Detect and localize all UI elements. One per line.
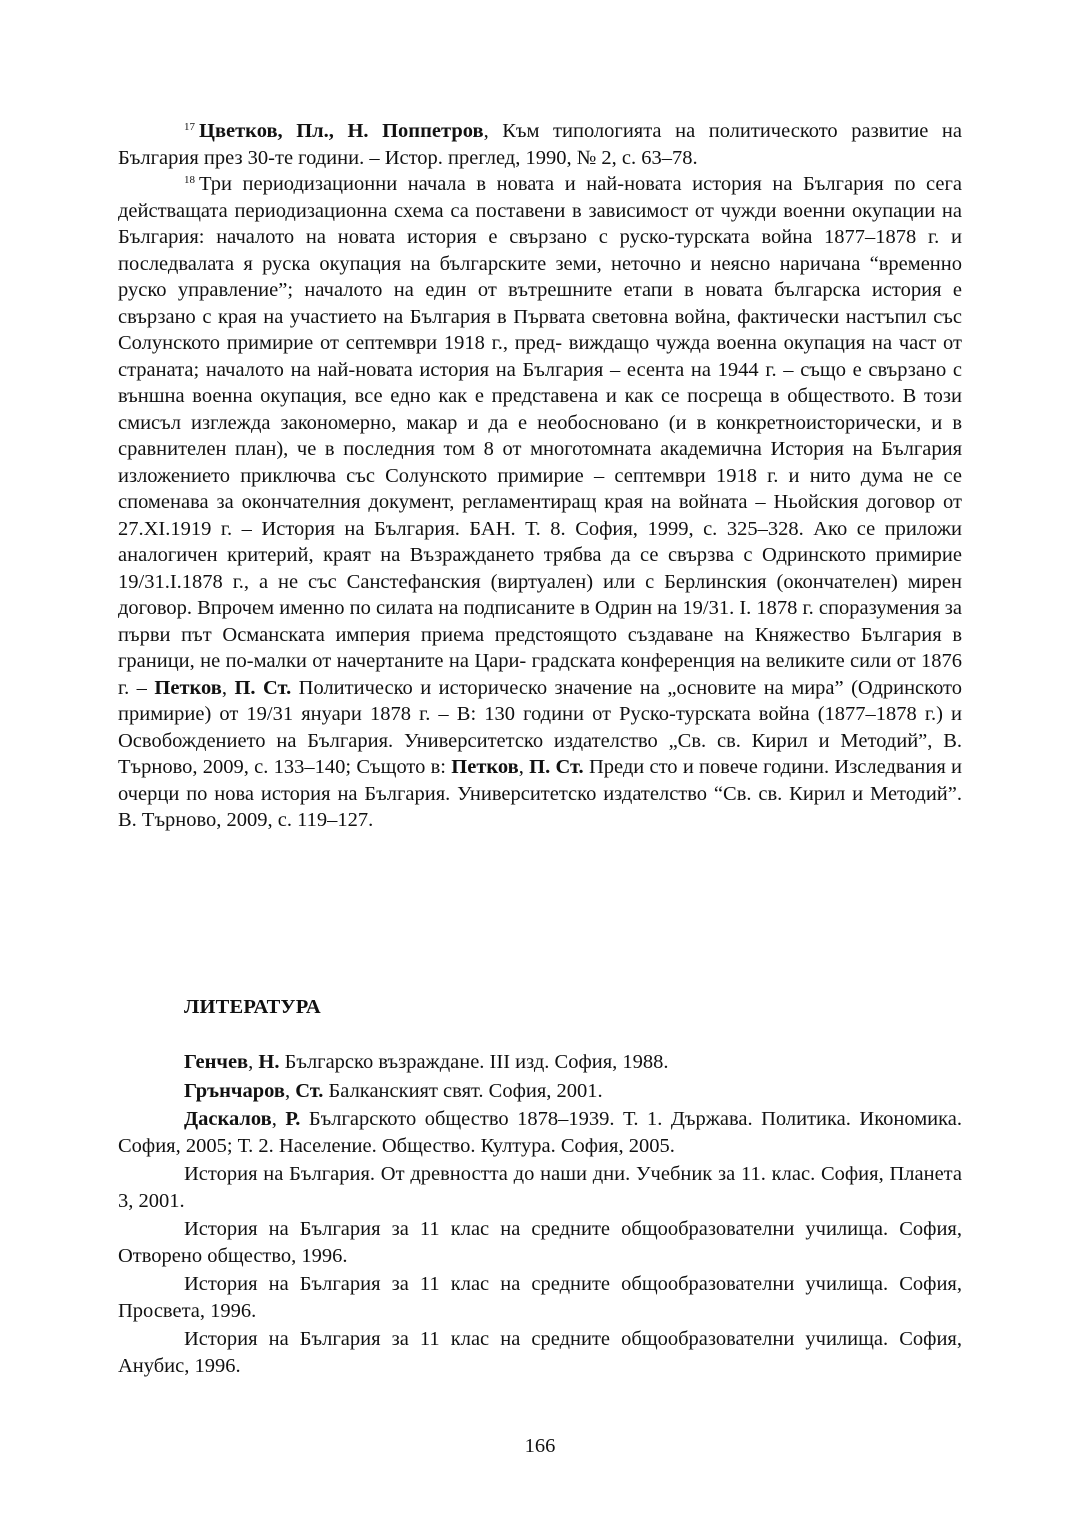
cited-initials: П. Ст. (529, 756, 584, 778)
footnote-text: , Към типологията на политическото развитие на България през 30-те години. – Истор. преглед, 1990, № 2, с. 63–78. (118, 120, 962, 169)
lit-author: Грънчаров (184, 1079, 285, 1102)
page-number: 166 (524, 1435, 556, 1457)
lit-author: Генчев (184, 1051, 249, 1073)
literature-item: История на България за 11 клас на средните общообразователни училища. София, Анубис, 1996. (118, 1328, 962, 1377)
lit-text: Българското общество 1878–1939. Т. 1. Държава. Политика. Икономика. София, 2005; Т. 2. Население. Общество. Култура. София, 2005. (118, 1108, 963, 1157)
lit-text: Балканският свят. София, 2001. (323, 1079, 603, 1102)
cited-initials: П. Ст. (234, 676, 292, 699)
footnote-17 (118, 118, 962, 171)
footnote-number: 18 (184, 174, 195, 186)
separator: , (271, 1108, 286, 1130)
literature-list (118, 1049, 962, 1381)
lit-text: Българско възраждане. III изд. София, 1988. (279, 1051, 669, 1073)
separator: , (284, 1079, 296, 1102)
lit-initials: Р. (285, 1108, 301, 1130)
literature-item: История на България за 11 клас на средните общообразователни училища. София, Отворено общество, 1996. (118, 1218, 962, 1267)
lit-author: Даскалов (184, 1108, 272, 1130)
separator: , (518, 756, 530, 778)
literature-item (118, 1049, 962, 1076)
footnotes-section (118, 118, 962, 834)
separator: , (248, 1051, 259, 1073)
cited-author: Петков (154, 676, 222, 699)
literature-heading: ЛИТЕРАТУРА (184, 996, 321, 1018)
separator: , (221, 676, 235, 699)
lit-initials: Ст. (295, 1079, 324, 1102)
cited-author: Петков (451, 756, 519, 778)
footnote-text: Преди сто и повече години. Изследвания и очерци по нова история на България. Университетско издателство “Св. св. Кирил и Методий”. В. Търново, 2009, с. 119–127. (118, 756, 963, 831)
footnote-text: Три периодизационни начала в новата и най-новата история на България по сега действащата периодизационна схема са поставени в зависимост от чужди военни окупации на България: началото на новата история е свързано с руско-турската война 1877–1878 г. и последвалата я руска окупация на българските земи, неточно и неясно наричана “временно руско управление”; началото на един от вътрешните етапи в новата българска история е свързано с края на участието на България в Първата световна война, фактически настъпил със Солунското примирие от септември 1918 г., пред- виждащо чужда военна окупация на част от страната; началото на най-новата история на България – есента на 1944 г. – също е свързано с външна военна окупация, все едно как е представена и как се посреща в обществото. В този смисъл изглежда закономерно, макар и да е необосновано (и в конкретноисторически, и в сравнителен план), че в последния том 8 от многотомната академична История на България изложението приключва със Солунското примирие – септември 1918 г. и нито дума не се споменава за окончателния документ, регламентиращ края на войната – Ньойския договор от 27.XI.1919 г. – История на България. БАН. Т. 8. София, 1999, с. 325–328. Ако се приложи аналогичен критерий, краят на Възраждането трябва да се свързва с Одринското примирие 19/31.I.1878 г., а не със Санстефанския (виртуален) или с Берлинския (окончателен) мирен договор. Впрочем именно по силата на подписаните в Одрин на 19/31. I. 1878 г. споразумения за първи път Османската империя приема предстоящото създаване на Княжество България в граници, не по-малки от начертаните на Цари- градската конференция на великите сили от 1876 г. – (118, 173, 962, 699)
footnote-number: 17 (184, 121, 195, 133)
literature-item: История на България за 11 клас на средните общообразователни училища. София, Просвета, 1996. (118, 1273, 962, 1322)
literature-item (118, 1078, 962, 1105)
footnote-18 (118, 171, 962, 834)
footnote-author: Цветков, Пл., Н. Поппетров (199, 120, 484, 142)
literature-item: История на България. От древността до наши дни. Учебник за 11. клас. София, Планета 3, 2001. (118, 1163, 962, 1212)
literature-item (118, 1106, 962, 1159)
footnote-text: Политическо и историческо значение на „основите на мира” (Одринското примирие) от 19/31 януари 1878 г. – В: 130 години от Руско-турската война (1877–1878 г.) и Освобождението на България. Университетско издателство „Св. св. Кирил и Методий”, В. Търново, 2009, с. 133–140; Същото в: (118, 676, 962, 778)
lit-initials: Н. (258, 1051, 280, 1073)
